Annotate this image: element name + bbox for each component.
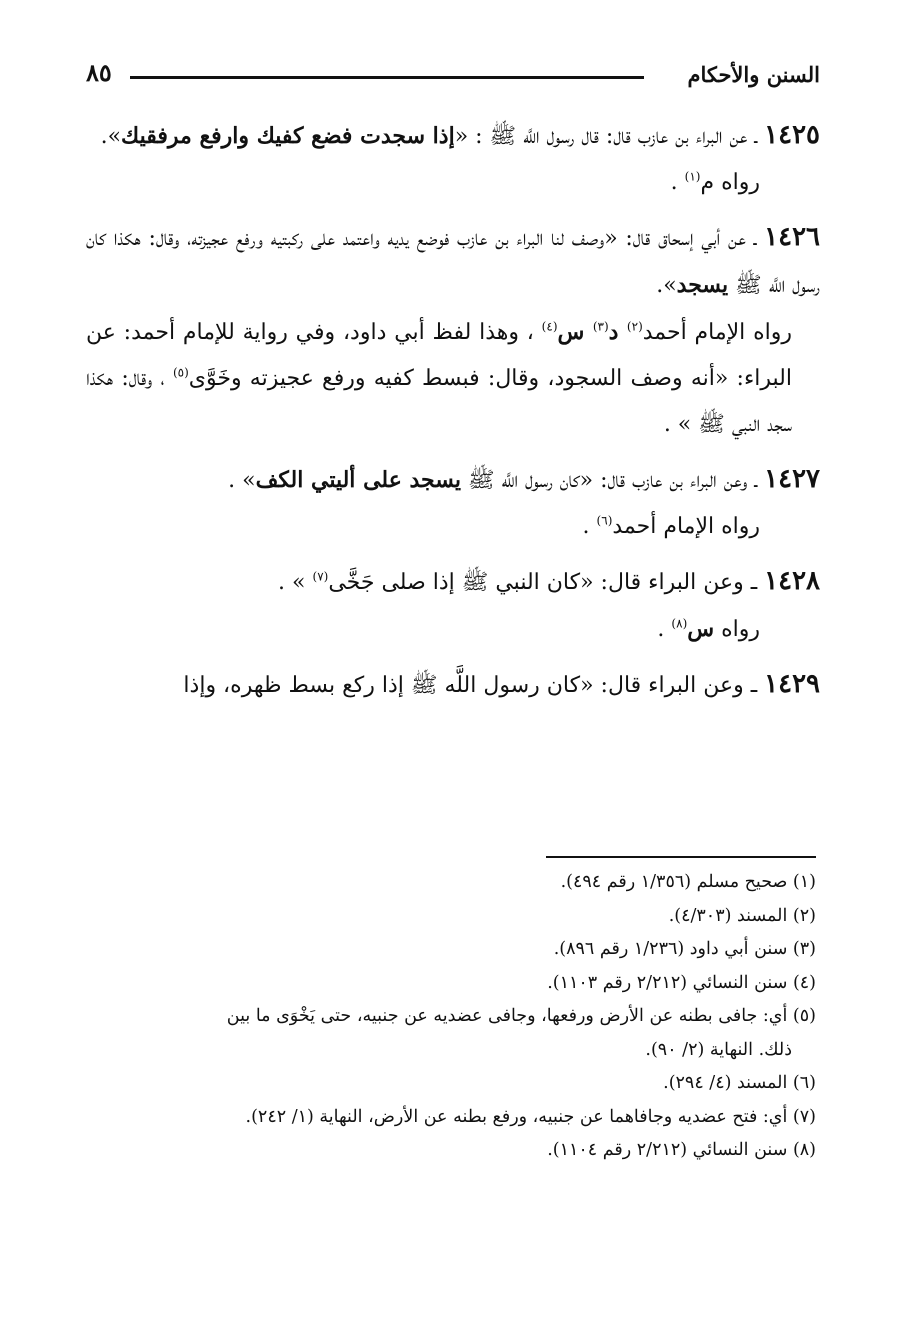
header-rule (130, 76, 644, 79)
footnote-ref: (٨) (671, 616, 688, 631)
book-title: السنن والأحكام (687, 62, 820, 87)
hadith-1427-source (86, 504, 820, 550)
hadith-1429 (86, 661, 820, 709)
source-end: . (670, 170, 685, 195)
source-end: . (582, 514, 597, 539)
hadith-1425 (86, 112, 820, 160)
hadith-text: يسجد على أليتي الكف (255, 467, 461, 493)
hadith-1425-source (86, 160, 820, 206)
footnote: (١) صحيح مسلم (١/٣٥٦ رقم ٤٩٤). (560, 872, 816, 892)
footnote-continuation: ذلك. النهاية (٢/ ٩٠). (645, 1039, 792, 1060)
footnote: (٦) المسند (٤/ ٢٩٤). (663, 1073, 816, 1093)
hadith-close: » . (228, 468, 256, 493)
footnote-ref: (٥) (172, 365, 189, 380)
source-end: ، وقال: هكذا سجد النبي ﷺ » . (86, 366, 792, 437)
page-header (86, 58, 820, 96)
hadith-lead: ـ وعن البراء بن عازب قال: «كان رسول اللَّه ﷺ (460, 468, 765, 493)
source-text: رواه الإمام أحمد (612, 514, 760, 539)
footnote-ref: (١) (684, 169, 701, 184)
source-end: . (657, 617, 672, 642)
hadith-1426 (86, 214, 820, 309)
footnote: (٢) المسند (٤/٣٠٣). (668, 905, 816, 926)
hadith-lead: ـ وعن البراء قال: «كان رسول اللَّه ﷺ إذا ركع بسط ظهره، وإذا (183, 673, 765, 698)
source-code: س (687, 616, 715, 642)
hadith-1428-source (86, 606, 820, 653)
footnote: (٤) سنن النسائي (٢/٢١٢ رقم ١١٠٣). (547, 972, 816, 993)
hadith-number: ١٤٢٨ (764, 566, 820, 596)
source-code: د (608, 319, 627, 345)
hadith-lead: ـ وعن البراء قال: «كان النبي ﷺ إذا صلى جَخَّى (328, 570, 765, 595)
hadith-text: يسجد (676, 272, 729, 298)
hadith-close: » . (278, 570, 313, 595)
footnote: (٥) أي: جافى بطنه عن الأرض ورفعها، وجافى عضديه عن جنبيه، حتى يَخْوَى ما بين (226, 1006, 816, 1026)
footnote-ref: (٣) (592, 319, 609, 334)
page-body (86, 112, 820, 709)
source-code: س (557, 319, 593, 345)
footnote-ref: (٢) (626, 319, 643, 334)
footnote: (٧) أي: فتح عضديه وجافاهما عن جنبيه، ورفع بطنه عن الأرض، النهاية (١/ ٢٤٢). (245, 1106, 816, 1127)
source-text: رواه م (700, 170, 760, 195)
hadith-number: ١٤٢٧ (764, 464, 820, 494)
hadith-1426-source (86, 309, 820, 448)
footnote: (٨) سنن النسائي (٢/٢١٢ رقم ١١٠٤). (547, 1140, 816, 1160)
hadith-lead: ـ عن البراء بن عازب قال: قال رسول اللَّه ﷺ : « (454, 124, 765, 149)
hadith-number: ١٤٢٦ (764, 222, 820, 252)
hadith-text: إذا سجدت فضع كفيك وارفع مرفقيك (121, 123, 455, 149)
footnote-ref: (٧) (312, 569, 329, 584)
hadith-close: ». (656, 273, 677, 298)
hadith-1427 (86, 456, 820, 504)
hadith-lead: ـ عن أبي إسحاق قال: «وصف لنا البراء بن عازب فوضع يديه واعتمد على ركبتيه ورفع عجيزته، وقال: هكذا كان رسول اللَّه ﷺ (86, 226, 820, 298)
footnotes (80, 866, 816, 1168)
footnote-ref: (٤) (541, 319, 558, 334)
hadith-number: ١٤٢٩ (764, 669, 820, 699)
footnote: (٣) سنن أبي داود (١/٢٣٦ رقم ٨٩٦). (553, 939, 816, 959)
source-text: رواه (714, 617, 760, 642)
hadith-1428 (86, 558, 820, 606)
hadith-close: ». (100, 124, 122, 149)
footnote-rule (546, 856, 816, 858)
footnote-ref: (٦) (596, 513, 613, 528)
page-number: ٨٥ (86, 58, 112, 87)
source-text: ، وهذا لفظ أبي داود، وفي رواية للإمام أحمد: عن البراء: «أنه وصف السجود، وقال: فبسط كفيه ورفع عجيزته وخَوَّى (86, 320, 792, 391)
source-text: رواه الإمام أحمد (642, 320, 792, 345)
hadith-number: ١٤٢٥ (764, 120, 820, 150)
